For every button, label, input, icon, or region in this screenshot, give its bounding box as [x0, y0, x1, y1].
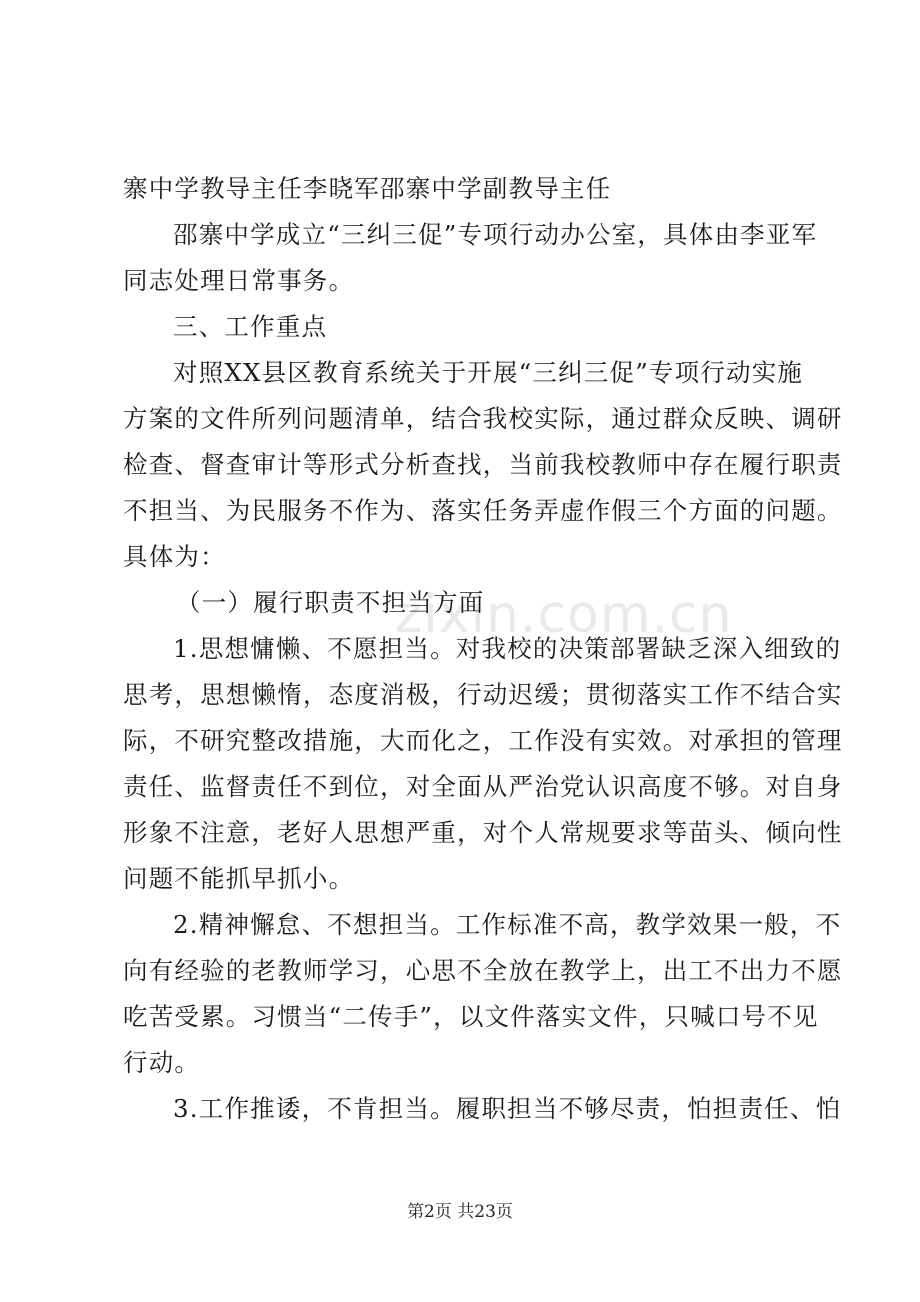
- text-line: 形象不注意，老好人思想严重，对个人常规要求等苗头、倾向性: [123, 818, 843, 847]
- text-line: 2.精神懈怠、不想担当。工作标准不高，教学效果一般，不: [173, 910, 842, 939]
- text-line: 3.工作推诿，不肯担当。履职担当不够尽责，怕担责任、怕: [173, 1094, 842, 1123]
- subsection-heading: （一）履行职责不担当方面: [176, 588, 485, 617]
- text-line: 吃苦受累。习惯当“二传手”，以文件落实文件，只喊口号不见: [123, 1002, 819, 1031]
- text-line: 邵寨中学成立“三纠三促”专项行动办公室，具体由李亚军: [173, 220, 818, 249]
- text-line: 1.思想慵懒、不愿担当。对我校的决策部署缺乏深入细致的: [173, 634, 842, 663]
- section-heading: 三、工作重点: [173, 312, 328, 341]
- watermark: zixin.com.cn: [395, 585, 733, 645]
- text-line: 检查、督查审计等形式分析查找，当前我校教师中存在履行职责: [123, 450, 843, 479]
- text-line: 不担当、为民服务不作为、落实任务弄虚作假三个方面的问题。: [123, 496, 843, 525]
- text-line: 同志处理日常事务。: [123, 266, 355, 295]
- text-line: 问题不能抓早抓小。: [123, 864, 355, 893]
- text-line: 行动。: [123, 1048, 201, 1077]
- text-line: 责任、监督责任不到位，对全面从严治党认识高度不够。对自身: [123, 772, 843, 801]
- text-line: 思考，思想懒惰，态度消极，行动迟缓；贯彻落实工作不结合实: [123, 680, 843, 709]
- text-line: 寨中学教导主任李晓军邵寨中学副教导主任: [123, 174, 612, 203]
- text-line: 具体为：: [123, 542, 226, 571]
- page-number-footer: 第2页 共23页: [407, 1202, 513, 1222]
- text-line: 方案的文件所列问题清单，结合我校实际，通过群众反映、调研: [123, 404, 843, 433]
- text-line: 际，不研究整改措施，大而化之，工作没有实效。对承担的管理: [123, 726, 843, 755]
- document-body: [123, 166, 843, 1132]
- text-line: 对照XX县区教育系统关于开展“三纠三促”专项行动实施: [173, 358, 804, 387]
- text-line: 向有经验的老教师学习，心思不全放在教学上，出工不出力不愿: [123, 956, 843, 985]
